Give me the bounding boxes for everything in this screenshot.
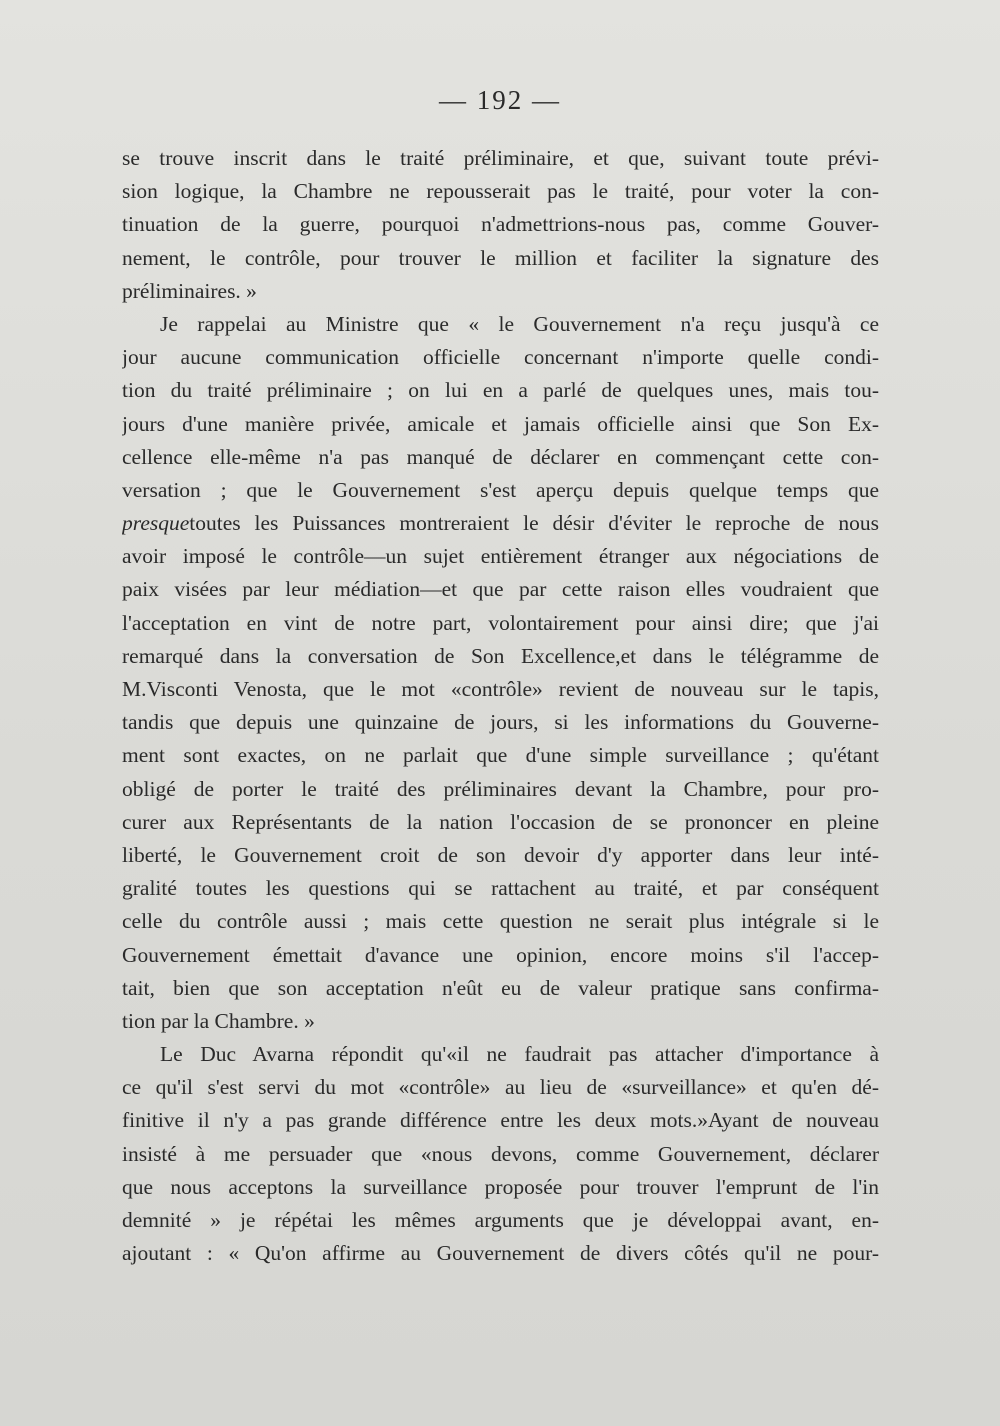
page-number: — 192 — bbox=[439, 85, 561, 115]
text-line bbox=[122, 507, 879, 540]
text-line: nement, le contrôle, pour trouver le million et faciliter la signature des bbox=[122, 245, 879, 270]
text-line: cellence elle-même n'a pas manqué de déclarer en commençant cette con- bbox=[122, 444, 879, 469]
text-line: préliminaires. » bbox=[122, 278, 257, 303]
text-line: que nous acceptons la surveillance proposée pour trouver l'emprunt de l'in bbox=[122, 1174, 879, 1199]
text-line: paix visées par leur médiation—et que par cette raison elles voudraient que bbox=[122, 577, 879, 602]
text-line: jours d'une manière privée, amicale et jamais officielle ainsi que Son Ex- bbox=[122, 411, 879, 436]
text-line: tion du traité préliminaire ; on lui en a parlé de quelques unes, mais tou- bbox=[122, 378, 879, 403]
text-line: insisté à me persuader que «nous devons, comme Gouvernement, déclarer bbox=[122, 1141, 879, 1166]
italic-word: presque bbox=[122, 511, 190, 536]
text-line: tinuation de la guerre, pourquoi n'admettrions-nous pas, comme Gouver- bbox=[122, 212, 879, 237]
text-line: Le Duc Avarna répondit qu'«il ne faudrait pas attacher d'importance à bbox=[160, 1042, 879, 1067]
text-line: tion par la Chambre. » bbox=[122, 1008, 315, 1033]
text-line: demnité » je répétai les mêmes arguments que je développai avant, en- bbox=[122, 1208, 879, 1232]
text-line: tait, bien que son acceptation n'eût eu de valeur pratique sans confirma- bbox=[122, 975, 879, 1000]
text-line: curer aux Représentants de la nation l'occasion de se prononcer en pleine bbox=[122, 809, 879, 834]
text-line: celle du contrôle aussi ; mais cette question ne serait plus intégrale si le bbox=[122, 909, 879, 934]
text-line: gralité toutes les questions qui se rattachent au traité, et par conséquent bbox=[122, 876, 879, 901]
text-line: versation ; que le Gouvernement s'est aperçu depuis quelque temps que bbox=[122, 477, 879, 502]
text-line: avoir imposé le contrôle—un sujet entièrement étranger aux négociations de bbox=[122, 544, 879, 569]
text-line: Gouvernement émettait d'avance une opinion, encore moins s'il l'accep- bbox=[122, 942, 879, 967]
text-line: ajoutant : « Qu'on affirme au Gouvernement de divers côtés qu'il ne pour- bbox=[122, 1241, 879, 1266]
text-line: l'acceptation en vint de notre part, volontairement pour ainsi dire; que j'ai bbox=[122, 610, 879, 635]
text-line: ment sont exactes, on ne parlait que d'une simple surveillance ; qu'étant bbox=[122, 743, 879, 768]
body-text bbox=[122, 142, 879, 1270]
text-line-rest: toutes les Puissances montreraient le désir d'éviter le reproche de nous bbox=[189, 511, 879, 536]
text-line: ce qu'il s'est servi du mot «contrôle» au lieu de «surveillance» et qu'en dé- bbox=[122, 1075, 879, 1100]
text-line: M.Visconti Venosta, que le mot «contrôle» revient de nouveau sur le tapis, bbox=[122, 677, 879, 701]
text-line: liberté, le Gouvernement croit de son devoir d'y apporter dans leur inté- bbox=[122, 842, 879, 867]
text-line: obligé de porter le traité des préliminaires devant la Chambre, pour pro- bbox=[122, 776, 879, 801]
text-line: tandis que depuis une quinzaine de jours, si les informations du Gouverne- bbox=[122, 710, 879, 735]
text-line: sion logique, la Chambre ne repousserait pas le traité, pour voter la con- bbox=[122, 179, 879, 204]
text-line: remarqué dans la conversation de Son Excellence,et dans le télégramme de bbox=[122, 643, 879, 668]
text-line: finitive il n'y a pas grande différence entre les deux mots.»Ayant de nouveau bbox=[122, 1108, 879, 1133]
text-line: Je rappelai au Ministre que « le Gouvernement n'a reçu jusqu'à ce bbox=[160, 311, 879, 336]
text-line: jour aucune communication officielle concernant n'importe quelle condi- bbox=[122, 345, 879, 370]
text-line: se trouve inscrit dans le traité préliminaire, et que, suivant toute prévi- bbox=[122, 146, 879, 170]
